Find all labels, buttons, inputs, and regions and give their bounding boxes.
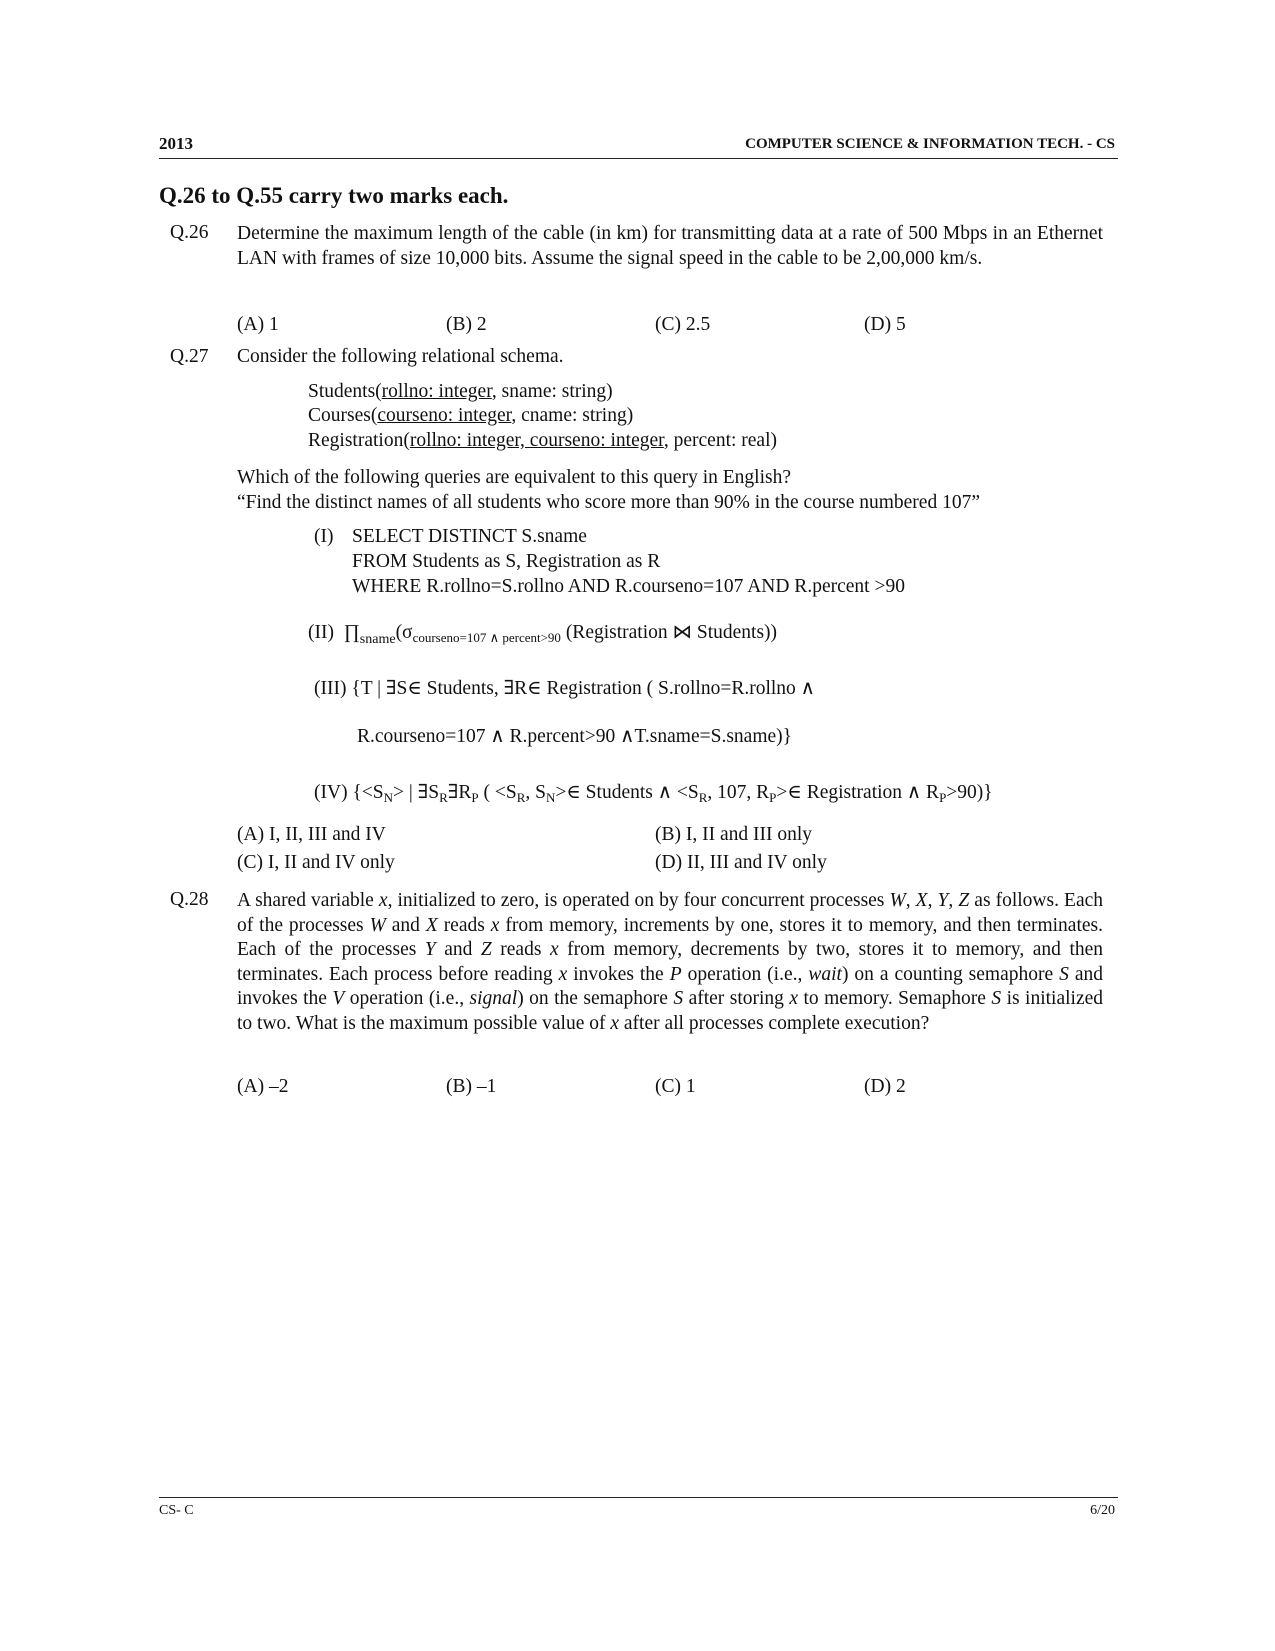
header-subject: COMPUTER SCIENCE & INFORMATION TECH. - CS: [745, 136, 1115, 152]
option-d: (D) 5: [864, 314, 906, 335]
query-iv: (IV) {$<S_N>$ | $\exists S_R\exists R_P$ ( $<S_R$, $S_N>\in$ Students ∧ $<S_R$, 107, $R_P>\in$ Registration ∧ $R_P>90$)}: [314, 782, 993, 805]
query-i-line-3: WHERE R.rollno=S.rollno AND R.courseno=107 AND R.percent >90: [352, 576, 905, 597]
section-title: Q.26 to Q.55 carry two marks each.: [159, 183, 509, 208]
header-year: 2013: [159, 134, 193, 153]
schema-students: Students(rollno: integer, sname: string): [308, 381, 613, 402]
option-a: (A) 1: [237, 314, 279, 335]
query-i-label: (I): [314, 526, 334, 547]
header-rule: [159, 158, 1118, 159]
option-b: (B) I, II and III only: [655, 824, 813, 845]
option-c: (C) I, II and IV only: [237, 852, 395, 873]
query-i-line-1: SELECT DISTINCT S.sname: [352, 526, 587, 547]
question-line-1: Which of the following queries are equivalent to this query in English?: [237, 467, 791, 488]
option-d: (D) 2: [864, 1076, 906, 1097]
query-iii-line-2: R.courseno=107 ∧ R.percent>90 ∧T.sname=S.sname)}: [357, 726, 792, 747]
option-b: (B) 2: [446, 314, 487, 335]
query-iii-line-1: (III) {T | ∃S∈ Students, ∃R∈ Registration ( S.rollno=R.rollno ∧: [314, 678, 815, 699]
question-number: Q.27: [170, 346, 209, 367]
schema-courses: Courses(courseno: integer, cname: string): [308, 405, 634, 426]
question-number: Q.28: [170, 889, 209, 910]
option-d: (D) II, III and IV only: [655, 852, 827, 873]
option-a: (A) I, II, III and IV: [237, 824, 386, 845]
query-i-line-2: FROM Students as S, Registration as R: [352, 551, 661, 572]
option-c: (C) 2.5: [655, 314, 711, 335]
question-text: Determine the maximum length of the cable (in km) for transmitting data at a rate of 500 Mbps in an Ethernet LAN with frames of size 10,000 bits. Assume the signal speed in the cable to be 2,00,000 km/s.: [237, 223, 1103, 269]
question-number: Q.26: [170, 222, 209, 243]
option-c: (C) 1: [655, 1076, 696, 1097]
question-intro: Consider the following relational schema.: [237, 346, 564, 367]
question-text: A shared variable x, initialized to zero, is operated on by four concurrent processes W, X, Y, Z as follows. Each of the processes W and X reads x from memory, increments by one, stores it to memory, and then terminates. Each of the processes Y and Z reads x from memory, decrements by two, stores it to memory, and then terminates. Each process before reading x invokes the P operation (i.e., wait) on a counting semaphore S and invokes the V operation (i.e., signal) on the semaphore S after storing x to memory. Semaphore S is initialized to two. What is the maximum possible value of x after all processes complete execution?: [237, 890, 1104, 1034]
option-a: (A) –2: [237, 1076, 289, 1097]
footer-rule: [159, 1497, 1118, 1498]
option-b: (B) –1: [446, 1076, 497, 1097]
schema-registration: Registration(rollno: integer, courseno: integer, percent: real): [308, 430, 777, 451]
footer-code: CS- C: [159, 1503, 194, 1518]
query-ii: (II) $\prod_{sname}(\sigma_{courseno=107 \wedge percent>90}$ (Registration ⋈ Students)): [308, 622, 778, 647]
page-number: 6/20: [1090, 1503, 1115, 1518]
question-line-2: “Find the distinct names of all students who score more than 90% in the course numbered 107”: [237, 492, 980, 513]
